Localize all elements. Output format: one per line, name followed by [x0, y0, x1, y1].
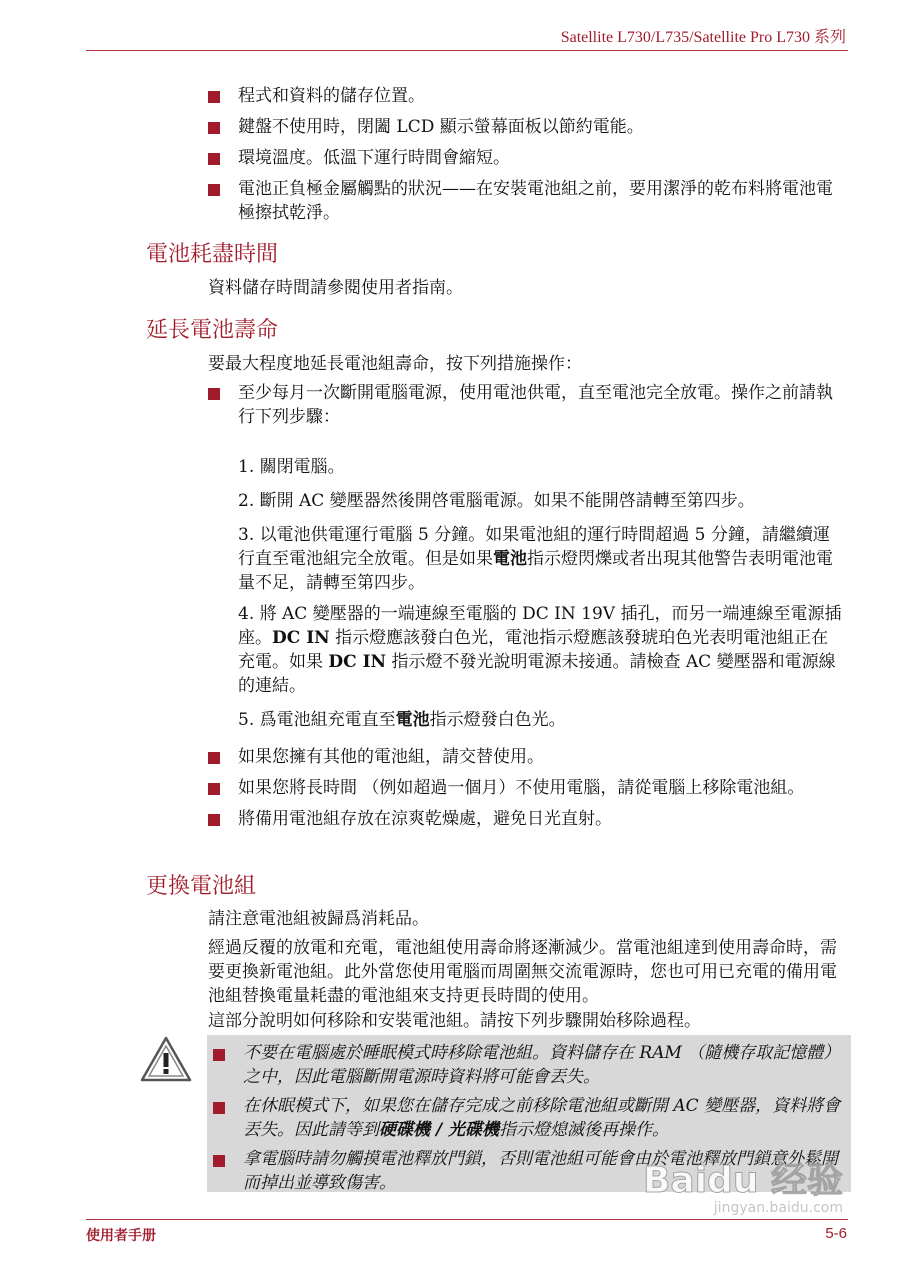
list-item: 環境溫度。低溫下運行時間會縮短。 [208, 146, 848, 170]
section-heading-depletion: 電池耗盡時間 [146, 242, 279, 267]
footer-divider [86, 1219, 848, 1220]
replace-paragraph: 請注意電池組被歸爲消耗品。 [208, 909, 429, 929]
battery-label: 電池 [493, 549, 527, 569]
list-item: 不要在電腦處於睡眠模式時移除電池組。資料儲存在 RAM （隨機存取記憶體）之中，因此電腦斷開電源時資料將可能會丟失。 [213, 1041, 845, 1089]
baidu-watermark: Baidu 经验 jingyan.baidu.com [642, 1160, 843, 1216]
list-item: 如果您擁有其他的電池組，請交替使用。 [208, 745, 848, 769]
bullet-square-icon [208, 388, 220, 400]
list-item: 如果您將長時間 （例如超過一個月）不使用電腦，請從電腦上移除電池組。 [208, 776, 848, 800]
bullet-square-icon [208, 153, 220, 165]
extend-intro: 要最大程度地延長電池組壽命，按下列措施操作： [208, 354, 582, 374]
step-item: 5. 爲電池組充電直至電池指示燈發白色光。 [238, 710, 566, 730]
list-item: 程式和資料的儲存位置。 [208, 84, 848, 108]
bullet-square-icon [208, 184, 220, 196]
list-item: 鍵盤不使用時，閉闔 LCD 顯示螢幕面板以節約電能。 [208, 115, 848, 139]
extend-bullet-list [208, 381, 848, 436]
bullet-square-icon [208, 122, 220, 134]
bullet-square-icon [213, 1049, 225, 1061]
section-heading-replace: 更換電池組 [146, 874, 257, 899]
list-item: 在休眠模式下，如果您在儲存完成之前移除電池組或斷開 AC 變壓器，資料將會丟失。因此請等到硬碟機 / 光碟機指示燈熄滅後再操作。 [213, 1094, 845, 1142]
extend-tips-list [208, 745, 848, 838]
section-heading-extend: 延長電池壽命 [146, 318, 279, 343]
page-number: 5-6 [825, 1225, 847, 1242]
hdd-odd-label: 硬碟機 / 光碟機 [379, 1120, 500, 1140]
replace-paragraph: 經過反覆的放電和充電，電池組使用壽命將逐漸減少。當電池組達到使用壽命時，需要更換新電池組。此外當您使用電腦而周圍無交流電源時，您也可用已充電的備用電池組替換電量耗盡的電池組來支持更長時間的使用。 [208, 938, 837, 1006]
battery-label: 電池 [395, 710, 430, 730]
document-series-title: Satellite L730/L735/Satellite Pro L730 系列 [560, 29, 846, 46]
list-item: 電池正負極金屬觸點的狀況——在安裝電池組之前，要用潔淨的乾布料將電池電極擦拭乾淨。 [208, 177, 848, 225]
header-divider [86, 50, 848, 51]
dcin-label: DC IN [328, 652, 387, 672]
step-item: 3. 以電池供電運行電腦 5 分鐘。如果電池組的運行時間超過 5 分鐘，請繼續運行直至電池組完全放電。但是如果電池指示燈閃爍或者出現其他警告表明電池電量不足，請轉至第四步。 [238, 525, 833, 593]
depletion-text: 資料儲存時間請參閱使用者指南。 [208, 278, 463, 298]
list-item: 將備用電池組存放在涼爽乾燥處，避免日光直射。 [208, 807, 848, 831]
step-item: 2. 斷開 AC 變壓器然後開啓電腦電源。如果不能開啓請轉至第四步。 [238, 491, 755, 511]
bullet-square-icon [208, 783, 220, 795]
bullet-square-icon [213, 1155, 225, 1167]
dcin-label: DC IN [272, 628, 330, 648]
step-item: 1. 關閉電腦。 [238, 457, 345, 477]
factor-list [208, 84, 848, 232]
step-item: 4. 將 AC 變壓器的一端連線至電腦的 DC IN 19V 插孔，而另一端連線至電源插座。DC IN 指示燈應該發白色光，電池指示燈應該發琥珀色光表明電池組正在充電。如果 DC IN 指示燈不發光說明電源未接通。請檢查 AC 變壓器和電源線的連結。 [238, 604, 842, 696]
bullet-square-icon [208, 752, 220, 764]
footer-manual-title: 使用者手册 [86, 1228, 156, 1244]
list-item: 至少每月一次斷開電腦電源，使用電池供電，直至電池完全放電。操作之前請執行下列步驟： [208, 381, 848, 429]
list-item: 拿電腦時請勿觸摸電池釋放門鎖，否則電池組可能會由於電池釋放門鎖意外鬆開而掉出並導致傷害。 [213, 1147, 845, 1195]
bullet-square-icon [213, 1102, 225, 1114]
bullet-square-icon [208, 91, 220, 103]
replace-paragraph: 這部分說明如何移除和安裝電池組。請按下列步驟開始移除過程。 [208, 1011, 701, 1031]
bullet-square-icon [208, 814, 220, 826]
caution-icon [140, 1036, 192, 1082]
